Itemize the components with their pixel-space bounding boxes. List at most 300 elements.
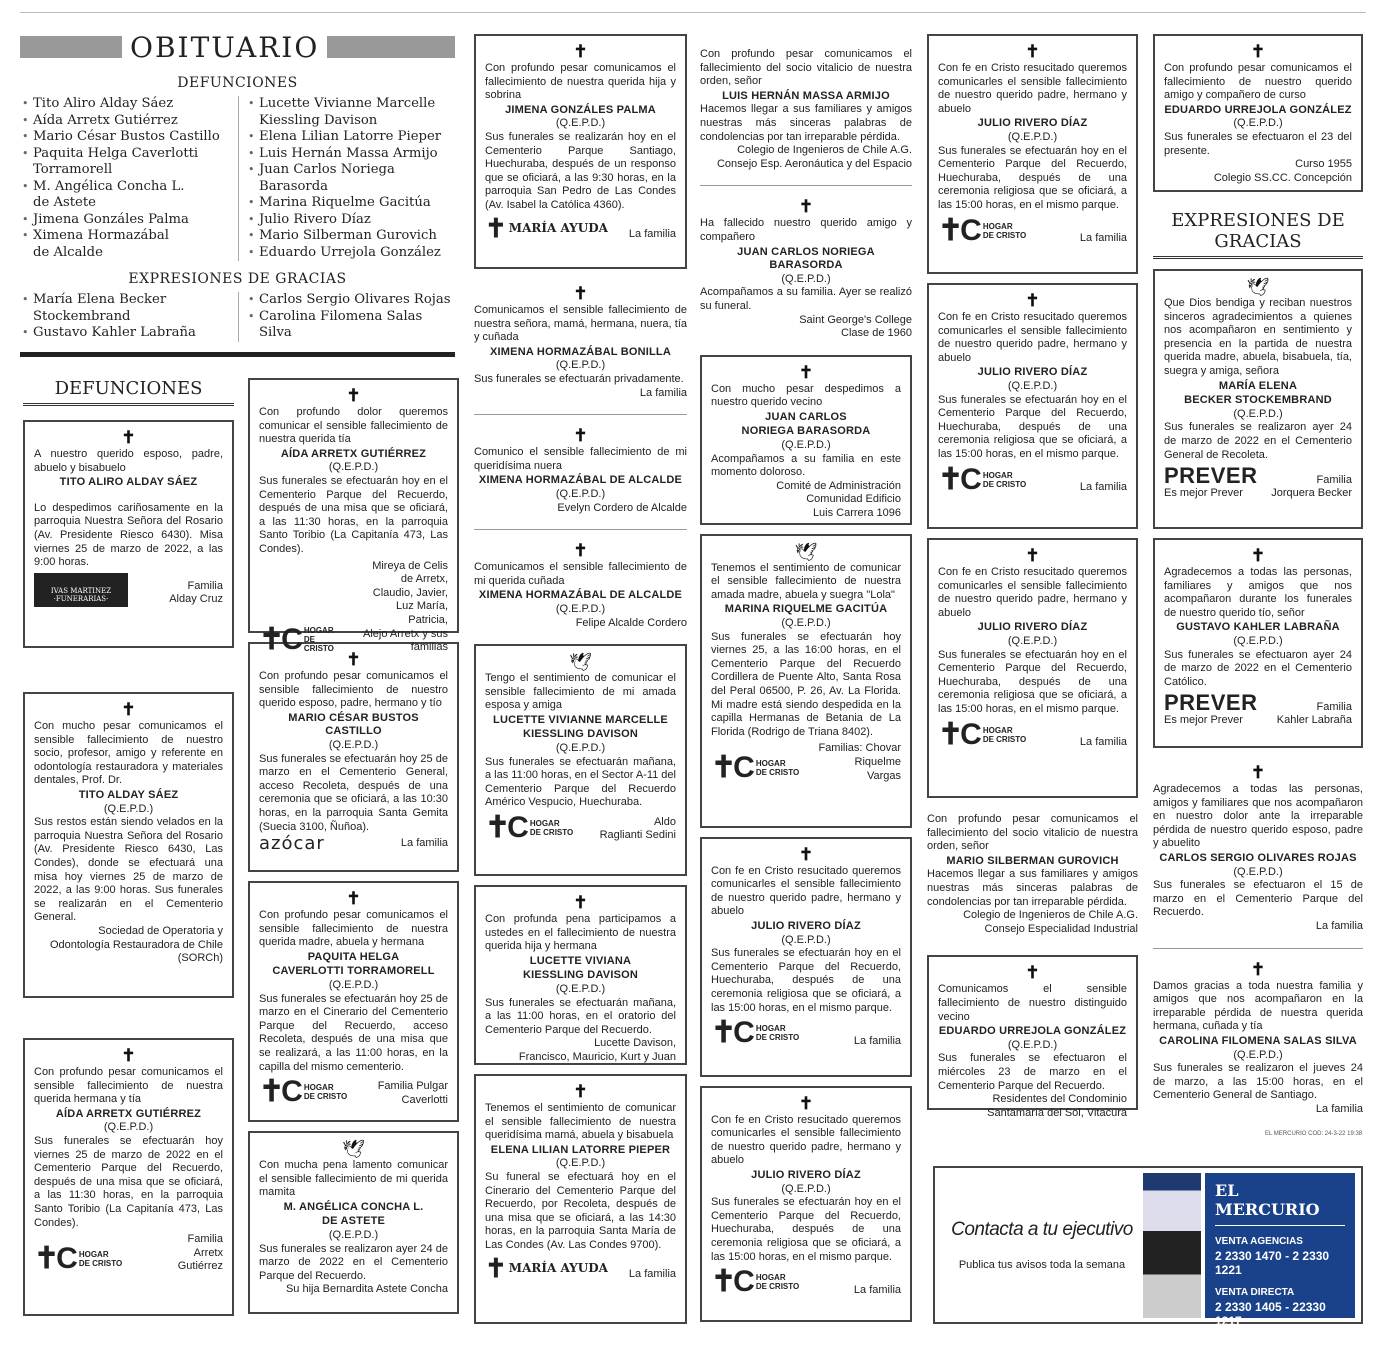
cross-icon: ✝ xyxy=(346,889,361,908)
index-entry[interactable]: • Aída Arretx Gutiérrez xyxy=(22,113,238,130)
obituary-notice xyxy=(700,42,912,176)
logo-line: DE CRISTO xyxy=(78,1258,123,1268)
logo-line: HOGAR xyxy=(755,759,786,769)
dove-icon: 🕊 xyxy=(1246,277,1270,297)
index-entry[interactable]: • Luis Hernán Massa Armijo xyxy=(248,146,455,163)
notice-signature xyxy=(1164,158,1352,185)
notice-signature xyxy=(474,502,687,516)
notice-footer xyxy=(485,1253,676,1284)
notice-intro: Con mucho pesar despedimos a nuestro querido vecino xyxy=(711,382,901,409)
logo-line: HOGAR xyxy=(755,1273,786,1283)
notice-intro: Con profundo pesar comunicamos el sensible fallecimiento de nuestra querida madre, abuela y hermana xyxy=(259,909,448,949)
hogar-de-cristo-wordmark xyxy=(304,626,337,653)
signature-line: La familia xyxy=(1315,1102,1363,1115)
notice-intro: Con profundo pesar comunicamos el fallecimiento de nuestra querida hija y sobrina xyxy=(485,62,676,102)
index-expresiones-left xyxy=(20,292,238,342)
notice-body: Sus funerales se realizarán hoy en el Cementerio Parque Santiago, Huechuraba, después de un responso que se oficiará, a las 9:30 horas, en la parroquia San Pedro de Las Condes (Av. Isabel la Católica 4360). xyxy=(485,130,676,211)
signature-line: Alejo Arretx y sus familias xyxy=(363,627,448,654)
notice-signature xyxy=(1080,481,1127,495)
notice-footer xyxy=(34,573,223,607)
logo-line: DE CRISTO xyxy=(982,479,1027,489)
notice-intro: Con profundo pesar comunicamos el fallecimiento de nuestro querido amigo y compañero de curso xyxy=(1164,62,1352,102)
hogar-de-cristo-mark-icon: ✝C xyxy=(938,717,979,751)
notice-signature xyxy=(629,228,676,242)
hogar-de-cristo-mark-icon: ✝C xyxy=(34,1241,75,1275)
index-bottom-bar xyxy=(20,352,455,357)
cross-icon: ✝ xyxy=(1250,959,1266,979)
hogar-de-cristo-wordmark xyxy=(530,819,573,837)
hogar-de-cristo-wordmark xyxy=(983,471,1026,489)
index-entry[interactable]: Kiessling Davison xyxy=(259,112,378,128)
signature-line: Felipe Alcalde Cordero xyxy=(575,616,687,629)
signature-line: Alday Cruz xyxy=(169,593,223,606)
obituary-notice xyxy=(474,885,687,1065)
index-entry[interactable]: • Mario Silberman Gurovich xyxy=(248,228,455,245)
notice-signature xyxy=(378,1080,448,1107)
column-1 xyxy=(23,378,234,1332)
obituary-notice xyxy=(927,955,1138,1119)
deceased-name: PAQUITA HELGA xyxy=(307,950,400,963)
qepd-mark: (Q.E.P.D.) xyxy=(555,1157,606,1170)
cross-icon: ✝ xyxy=(121,428,136,447)
signature-line: La familia xyxy=(628,1268,676,1281)
maria-ayuda-logo xyxy=(485,213,608,244)
qepd-mark: (Q.E.P.D.) xyxy=(1233,865,1283,878)
logo-line: HOGAR xyxy=(755,1024,786,1034)
notice-footer xyxy=(938,213,1127,247)
signature-line: La familia xyxy=(853,1034,901,1047)
signature-line: Familia xyxy=(187,1233,223,1246)
notice-body: Sus funerales se efectuaron el 23 del presente. xyxy=(1164,130,1352,157)
section-expresiones-heading: EXPRESIONES DE GRACIAS xyxy=(1153,210,1363,259)
ad-venta-agencias-phone[interactable]: 2 2330 1470 - 2 2330 1221 xyxy=(1215,1248,1330,1277)
notice-signature xyxy=(178,1233,223,1274)
qepd-mark: (Q.E.P.D.) xyxy=(328,461,379,474)
obituary-notice xyxy=(248,642,459,872)
signature-line: Familia xyxy=(1316,473,1352,486)
qepd-mark: (Q.E.P.D.) xyxy=(328,738,379,751)
notice-signature xyxy=(259,1283,448,1297)
notice-body: Sus funerales se efectuarán hoy en el Cementerio Parque del Recuerdo, Huechuraba, después de una ceremonia religiosa que se oficiará, a las 15:00 horas, en el mismo parque. xyxy=(711,1196,901,1263)
notice-signature xyxy=(401,837,448,851)
column-2 xyxy=(248,378,459,1332)
deceased-name: JULIO RIVERO DÍAZ xyxy=(977,621,1088,634)
signature-line: La familia xyxy=(1079,735,1127,748)
notice-intro: Con fe en Cristo resucitado queremos comunicarles el sensible fallecimiento de nuestro querido padre, hermano y abuelo xyxy=(711,1113,901,1167)
index-entry[interactable]: • Carolina Filomena Salas Silva xyxy=(248,309,455,342)
qepd-mark: (Q.E.P.D.) xyxy=(555,487,606,500)
signature-line: Lucette Davison, xyxy=(594,1037,676,1050)
obituary-notice xyxy=(23,420,234,648)
banner-bar-left xyxy=(20,36,122,58)
notice-signature xyxy=(700,314,912,341)
qepd-mark: (Q.E.P.D.) xyxy=(555,359,606,372)
obituary-notice xyxy=(1153,269,1363,529)
notice-intro: Tenemos el sentimiento de comunicar el sensible fallecimiento de nuestra amada madre, abuela y suegra "Lola" xyxy=(711,561,901,601)
obituary-notice xyxy=(927,283,1138,529)
notice-body: Acompañamos a su familia. Ayer se realizó su funeral. xyxy=(700,286,912,312)
hogar-de-cristo-mark-icon: ✝C xyxy=(711,751,752,785)
notice-separator xyxy=(474,529,687,530)
ivas-wordmark: IVAS MARTINEZ xyxy=(50,586,112,595)
deceased-name: JUAN CARLOS xyxy=(765,410,847,423)
ad-venta-directa-phone[interactable]: 2 2330 1405 - 22330 1217 xyxy=(1215,1299,1326,1328)
ad-venta-directa: VENTA DIRECTA xyxy=(1215,1286,1295,1298)
index-defunciones-list xyxy=(20,96,455,261)
prever-logo xyxy=(1164,465,1257,501)
index-entry[interactable]: • Jimena Gonzáles Palma xyxy=(22,212,238,229)
column-6 xyxy=(1153,34,1363,1332)
signature-line: Odontología Restauradora de Chile xyxy=(49,938,223,951)
notice-intro: Con mucho pesar comunicamos el sensible fallecimiento de nuestro socio, profesor, amigo y referente en odontología restauradora y materiales dentales, Prof. Dr. xyxy=(34,720,223,787)
notice-footer xyxy=(1164,692,1352,728)
obituary-notice xyxy=(474,644,687,876)
qepd-mark: (Q.E.P.D.) xyxy=(1233,1048,1283,1061)
logo-line: DE CRISTO xyxy=(529,828,574,838)
qepd-mark: (Q.E.P.D.) xyxy=(781,439,831,452)
hogar-de-cristo-mark-icon: ✝C xyxy=(711,1265,752,1299)
obituary-notice xyxy=(248,1131,459,1314)
notice-intro: Tengo el sentimiento de comunicar el sensible fallecimiento de mi amada esposa y amiga xyxy=(485,672,676,712)
obituary-notice xyxy=(1153,538,1363,748)
notice-body: Sus funerales se efectuarán hoy en el Cementerio Parque del Recuerdo, Huechuraba, después de una ceremonia religiosa que se oficiará, a las 15:00 horas, en el mismo parque. xyxy=(938,393,1127,460)
notice-intro: Comunico el sensible fallecimiento de mi queridísima nuera xyxy=(474,446,687,472)
notice-footer xyxy=(259,1077,448,1107)
signature-line: Familia xyxy=(1316,700,1352,713)
signature-line: Saint George's College xyxy=(799,313,912,326)
index-entry[interactable]: • Juan Carlos Noriega Barasorda xyxy=(248,162,455,195)
prever-tagline: Es mejor Prever xyxy=(1164,487,1243,500)
qepd-mark: (Q.E.P.D.) xyxy=(1233,634,1283,647)
hogar-de-cristo-wordmark xyxy=(756,1273,799,1291)
notice-signature xyxy=(485,1037,676,1064)
notice-body: Hacemos llegar a sus familiares y amigos nuestras más sinceras palabras de condolencias por tan irreparable pérdida. xyxy=(700,103,912,143)
notice-intro: Con mucha pena lamento comunicar el sensible fallecimiento de mi querida mamita xyxy=(259,1159,448,1199)
ivas-martinez-logo xyxy=(34,573,128,607)
signature-line: Arretx xyxy=(193,1246,223,1259)
obituary-notice xyxy=(700,837,912,1077)
notice-footer xyxy=(938,717,1127,751)
signature-line: Sociedad de Operatoria y xyxy=(98,924,223,937)
signature-line: La familia xyxy=(639,386,687,399)
signature-line: Familias: Chovar xyxy=(818,742,901,755)
notice-separator xyxy=(474,414,687,415)
hogar-de-cristo-logo xyxy=(485,813,573,843)
cross-icon: ✝ xyxy=(798,844,814,864)
signature-line: Consejo Especialidad Industrial xyxy=(984,922,1138,935)
cross-icon: ✝ xyxy=(1025,963,1040,983)
cross-icon: ✝ xyxy=(1250,763,1266,782)
deceased-name: CARLOS SERGIO OLIVARES ROJAS xyxy=(1159,851,1357,864)
index-entry[interactable]: • M. Angélica Concha L. xyxy=(22,179,238,196)
notice-footer xyxy=(259,833,448,855)
obituary-notice xyxy=(1153,34,1363,192)
cross-icon: ✝ xyxy=(1025,42,1040,61)
deceased-name: JUAN CARLOS NORIEGA BARASORDA xyxy=(737,245,875,272)
notice-body: Sus funerales se efectuarán hoy 25 de marzo en el Cementerio General, acceso Recoleta, después de una ceremonia que se oficiará, a las 10:30 horas, en la parroquia Santa Gemita (Suecia 3100, Ñuñoa). xyxy=(259,752,448,833)
deceased-name: TITO ALDAY SÁEZ xyxy=(78,788,179,801)
hogar-de-cristo-logo xyxy=(711,1018,799,1048)
notice-body: Sus funerales se efectuaron ayer 24 de marzo de 2022 en el Cementerio Católico. xyxy=(1164,648,1352,688)
obituary-notice xyxy=(700,1086,912,1322)
index-entry[interactable]: • Julio Rivero Díaz xyxy=(248,212,455,229)
deceased-name: XIMENA HORMAZÁBAL BONILLA xyxy=(490,345,671,358)
prever-tagline: Es mejor Prever xyxy=(1164,714,1243,727)
notice-footer xyxy=(938,462,1127,496)
qepd-mark: (Q.E.P.D.) xyxy=(781,617,831,630)
notice-signature xyxy=(34,925,223,966)
hogar-de-cristo-logo xyxy=(259,622,337,656)
index-entry[interactable]: • María Elena Becker Stockembrand xyxy=(22,292,238,325)
signature-line: de Arretx, xyxy=(400,573,448,586)
cross-icon: ✝ xyxy=(573,426,588,446)
qepd-mark: (Q.E.P.D.) xyxy=(328,1228,379,1241)
qepd-mark: (Q.E.P.D.) xyxy=(1233,117,1283,130)
signature-line: Colegio de Ingenieros de Chile A.G. xyxy=(737,144,912,157)
ad-headline: Contacta a tu ejecutivo xyxy=(951,1219,1133,1240)
notice-body: Su funeral se efectuará hoy en el Cinerario del Cementerio Parque del Recuerdo, por Recoleta, después de una misa que se oficiará, a las 14:30 horas, en la parroquia Santa María de Las Condes (Av. Las Condes 9700). xyxy=(485,1171,676,1252)
obituary-notice xyxy=(474,420,687,520)
obituary-notice xyxy=(248,378,459,656)
notice-signature xyxy=(1271,474,1352,501)
signature-line: Familia Pulgar xyxy=(377,1079,448,1092)
logo-line: HOGAR xyxy=(982,221,1013,231)
hogar-de-cristo-logo xyxy=(34,1241,123,1275)
deceased-name: EDUARDO URREJOLA GONZÁLEZ xyxy=(938,1025,1127,1038)
deceased-name: LUCETTE VIVIANNE MARCELLE xyxy=(493,713,668,726)
notice-intro: Con profundo pesar comunicamos el sensible fallecimiento de nuestro querido esposo, padre, hermano y tío xyxy=(259,670,448,710)
notice-intro: Con profundo dolor queremos comunicar el sensible fallecimiento de nuestra querida tía xyxy=(259,406,448,446)
notice-intro: Con profundo pesar comunicamos el sensible fallecimiento de nuestra querida hermana y tía xyxy=(34,1066,223,1106)
obituary-notice xyxy=(700,534,912,828)
signature-line: La familia xyxy=(1079,231,1127,244)
logo-line: DE CRISTO xyxy=(755,1033,800,1043)
logo-line: DE CRISTO xyxy=(303,1092,348,1102)
notice-body: Sus funerales se efectuarán hoy viernes 25, a las 16:00 horas, en el Cementerio Parque del Recuerdo Cordillera de Puente Alto, Santa Rosa del Peral 06500, P. 26, Av. La Florida. Mi madre está siendo despedida en la capilla Hermanas de Betania de La Florida (Rodrigo de Triana 8402). xyxy=(711,630,901,738)
obituary-notice xyxy=(700,355,912,525)
qepd-mark: (Q.E.P.D.) xyxy=(1007,379,1058,392)
notice-footer xyxy=(485,213,676,244)
notice-intro: Agradecemos a todas las personas, familiares y amigos que nos acompañaron durante los funerales de nuestro querido tío, señor xyxy=(1164,566,1352,619)
qepd-mark: (Q.E.P.D.) xyxy=(781,933,831,946)
notice-footer xyxy=(711,1267,901,1297)
cross-icon: ✝ xyxy=(573,893,588,913)
index-entry[interactable]: • Lucette Vivianne Marcelle xyxy=(248,96,455,113)
qepd-mark: (Q.E.P.D.) xyxy=(1233,407,1283,420)
notice-signature xyxy=(938,1093,1127,1120)
deceased-name-line2: KIESSLING DAVISON xyxy=(522,728,639,741)
obituary-notice xyxy=(700,191,912,345)
cross-icon: ✝ xyxy=(121,700,136,719)
logo-line: DE CRISTO xyxy=(982,230,1027,240)
index-entry[interactable]: de Astete xyxy=(33,195,96,210)
obituary-notice xyxy=(1153,757,1363,939)
qepd-mark: (Q.E.P.D.) xyxy=(781,1182,831,1195)
index-entry[interactable]: • Tito Aliro Alday Sáez xyxy=(22,96,238,113)
index-defunciones-left xyxy=(20,96,238,261)
cross-icon: ✝ xyxy=(573,541,588,561)
el-mercurio-ad[interactable] xyxy=(933,1166,1363,1328)
signature-line: Kahler Labraña xyxy=(1276,714,1352,727)
index-entry[interactable]: • Gustavo Kahler Labraña xyxy=(22,325,238,342)
logo-line: HOGAR xyxy=(303,626,334,636)
hogar-de-cristo-wordmark xyxy=(304,1083,347,1101)
obituary-notice xyxy=(248,881,459,1122)
obituary-notice xyxy=(1153,954,1363,1122)
deceased-name: ELENA LILIAN LATORRE PIEPER xyxy=(490,1143,671,1156)
qepd-mark: (Q.E.P.D.) xyxy=(1007,1038,1058,1051)
notice-intro: Con profunda pena participamos a ustedes en el fallecimiento de nuestra querida hija y hermana xyxy=(485,913,676,953)
deceased-name-line2: NORIEGA BARASORDA xyxy=(741,425,871,438)
obituary-notice xyxy=(474,278,687,405)
notice-signature xyxy=(818,742,901,783)
signature-line: Raglianti Sedini xyxy=(599,829,676,842)
deceased-name: MARINA RIQUELME GACITÚA xyxy=(724,603,888,616)
cross-icon: ✝ xyxy=(798,197,814,217)
hogar-de-cristo-wordmark xyxy=(756,1024,799,1042)
notice-signature xyxy=(927,909,1138,936)
index-entry[interactable]: de Alcalde xyxy=(33,244,103,260)
hogar-de-cristo-logo xyxy=(938,462,1027,496)
deceased-name: XIMENA HORMAZÁBAL DE ALCALDE xyxy=(478,589,683,602)
qepd-mark: (Q.E.P.D.) xyxy=(328,978,379,991)
signature-line: La familia xyxy=(400,837,448,850)
index-entry[interactable]: • Eduardo Urrejola González xyxy=(248,245,455,262)
maria-ayuda-logo xyxy=(485,1253,608,1284)
index-entry[interactable]: • Ximena Hormazábal xyxy=(22,228,238,245)
cross-icon: ✝ xyxy=(346,386,361,405)
notice-body: Sus restos están siendo velados en la parroquia Nuestra Señora del Rosario (Av. Presidente Riesco 6430, Las Condes), donde se efectuará una misa hoy viernes 25 de marzo de 2022, a las 9:00 horas. Sus funerales se realizarán en el Cementerio General. xyxy=(34,816,223,924)
deceased-name: XIMENA HORMAZÁBAL DE ALCALDE xyxy=(478,474,683,487)
newspaper-icon xyxy=(1143,1173,1201,1318)
notice-signature xyxy=(169,580,223,607)
deceased-name: JULIO RIVERO DÍAZ xyxy=(751,920,861,933)
signature-line: Comité de Administración xyxy=(776,479,901,492)
ad-subline: Publica tus avisos toda la semana xyxy=(958,1259,1126,1271)
deceased-name: JULIO RIVERO DÍAZ xyxy=(751,1169,861,1182)
index-entry[interactable]: Torramorell xyxy=(33,162,113,177)
notice-signature xyxy=(1153,920,1363,934)
notice-intro: Con fe en Cristo resucitado queremos comunicarles el sensible fallecimiento de nuestro querido padre, hermano y abuelo xyxy=(938,62,1127,115)
signature-line: Mireya de Celis xyxy=(372,559,448,572)
qepd-mark: (Q.E.P.D.) xyxy=(555,742,606,755)
signature-line: Colegio SS.CC. Concepción xyxy=(1213,171,1352,184)
deceased-name: M. ANGÉLICA CONCHA L. xyxy=(283,1200,424,1213)
signature-line: Francisco, Mauricio, Kurt y Juan xyxy=(518,1051,676,1064)
notice-intro: Comunicamos el sensible fallecimiento de nuestro distinguido vecino xyxy=(938,983,1127,1023)
notice-body: Sus funerales se efectuarán mañana, a las 11:00 horas, en el oratorio del Cementerio Parque del Recuerdo. xyxy=(485,996,676,1036)
notice-signature xyxy=(600,816,676,843)
notice-signature xyxy=(629,1268,676,1282)
ad-venta-agencias: VENTA AGENCIAS xyxy=(1215,1235,1303,1247)
notice-intro: A nuestro querido esposo, padre, abuelo y bisabuelo xyxy=(34,448,223,474)
hogar-de-cristo-wordmark xyxy=(983,726,1026,744)
cross-icon: ✝ xyxy=(1250,42,1266,61)
index-entry[interactable]: • Elena Lilian Latorre Pieper xyxy=(248,129,455,146)
notice-footer xyxy=(259,560,448,655)
index-entry[interactable]: • Carlos Sergio Olivares Rojas xyxy=(248,292,455,309)
notice-intro: Con profundo pesar comunicamos el fallecimiento del socio vitalicio de nuestra orden, señor xyxy=(700,48,912,88)
qepd-mark: (Q.E.P.D.) xyxy=(1007,130,1058,143)
qepd-mark: (Q.E.P.D.) xyxy=(103,802,154,815)
notice-intro: Agradecemos a todas las personas, amigos y familiares que nos acompañaron en nuestro dolor ante la irreparable pérdida de nuestro querido esposo, padre y abuelito xyxy=(1153,783,1363,850)
prever-logo xyxy=(1164,692,1257,728)
notice-intro: Con fe en Cristo resucitado queremos comunicarles el sensible fallecimiento de nuestro querido padre, hermano y abuelo xyxy=(711,864,901,918)
obituary-notice xyxy=(474,1074,687,1324)
notice-separator xyxy=(700,185,912,186)
obituary-notice xyxy=(474,535,687,635)
top-rule xyxy=(20,12,1366,13)
signature-line: Claudio, Javier, xyxy=(372,586,448,599)
index-entry[interactable]: • Marina Riquelme Gacitúa xyxy=(248,195,455,212)
prever-wordmark: PREVER xyxy=(1164,690,1258,716)
hogar-de-cristo-wordmark xyxy=(983,222,1026,240)
logo-line: HOGAR xyxy=(78,1249,109,1259)
notice-body: Sus funerales se efectuarán privadamente. xyxy=(474,372,684,385)
obituary-notice xyxy=(23,1038,234,1316)
notice-separator xyxy=(1153,948,1363,949)
cross-icon: ✝ xyxy=(1025,546,1040,565)
notice-signature xyxy=(474,387,687,401)
index-entry[interactable]: • Paquita Helga Caverlotti xyxy=(22,146,238,163)
deceased-name: MARÍA ELENA xyxy=(1218,379,1298,392)
cross-icon: ✝ xyxy=(798,1093,814,1113)
cross-icon: ✝ xyxy=(1250,546,1266,565)
logo-line: DE CRISTO xyxy=(755,768,800,778)
notice-signature xyxy=(700,144,912,171)
ad-contact-panel xyxy=(1205,1173,1355,1328)
cross-icon: ✝ xyxy=(798,362,814,382)
logo-line: HOGAR xyxy=(982,725,1013,735)
index-entry[interactable]: • Mario César Bustos Castillo xyxy=(22,129,238,146)
signature-line: Clase de 1960 xyxy=(841,327,912,340)
dove-icon: 🕊 xyxy=(794,541,818,562)
deceased-name-line2: KIESSLING DAVISON xyxy=(522,969,639,982)
notice-body: Sus funerales se realizaron ayer 24 de marzo de 2022 en el Cementerio Parque del Recuerdo. xyxy=(259,1242,448,1282)
notice-signature xyxy=(711,480,901,521)
notice-body: Sus funerales se realizaron ayer 24 de marzo de 2022 en el Cementerio General de Recoleta. xyxy=(1164,421,1352,461)
notice-body: Lo despedimos cariñosamente en la parroquia Nuestra Señora del Rosario (Av. Presidente Riesco 6430). Misa viernes 25 de marzo de 2022, a las 9:00 horas. xyxy=(34,501,223,569)
notice-footer xyxy=(485,813,676,843)
signature-line: Evelyn Cordero de Alcalde xyxy=(557,501,687,514)
dove-icon: 🕊 xyxy=(569,652,592,673)
cross-icon: ✝ xyxy=(1025,291,1040,310)
notice-intro: Con fe en Cristo resucitado queremos comunicarles el sensible fallecimiento de nuestro querido padre, hermano y abuelo xyxy=(938,311,1127,364)
notice-intro: Con profundo pesar comunicamos el fallecimiento del socio vitalicio de nuestra orden, señor xyxy=(927,813,1138,853)
notice-intro: Comunicamos el sensible fallecimiento de mi querida cuñada xyxy=(474,561,687,587)
maria-ayuda-wordmark: MARÍA AYUDA xyxy=(508,220,608,235)
notice-footer xyxy=(1164,465,1352,501)
logo-line: DE CRISTO xyxy=(303,635,334,654)
index-expresiones-right xyxy=(238,292,455,342)
deceased-name: MARIO SILBERMAN GUROVICH xyxy=(946,854,1119,867)
logo-line: HOGAR xyxy=(982,470,1013,480)
signature-line: Patricia, xyxy=(408,613,448,626)
maria-ayuda-wordmark: MARÍA AYUDA xyxy=(508,1260,608,1275)
cross-icon: ✝ xyxy=(573,42,588,61)
obituary-notice xyxy=(927,807,1138,941)
index-defunciones-heading: DEFUNCIONES xyxy=(177,75,298,91)
signature-line: Comunidad Edificio xyxy=(806,493,901,506)
deceased-name: JIMENA GONZÁLES PALMA xyxy=(505,103,656,116)
qepd-mark: (Q.E.P.D.) xyxy=(1007,634,1058,647)
notice-body: Sus funerales se efectuaron el miércoles 23 de marzo en el Cementerio Parque del Recuerdo. xyxy=(938,1052,1127,1092)
deceased-name: JULIO RIVERO DÍAZ xyxy=(977,366,1088,379)
signature-line: Caverlotti xyxy=(401,1093,448,1106)
column-3 xyxy=(474,34,687,1332)
notice-body: Sus funerales se efectuarán hoy en el Cementerio Parque del Recuerdo, Huechuraba, después de una ceremonia religiosa que se oficiará, a las 15:00 horas, en el mismo parque. xyxy=(938,144,1127,211)
dove-icon: 🕊 xyxy=(342,1139,365,1159)
